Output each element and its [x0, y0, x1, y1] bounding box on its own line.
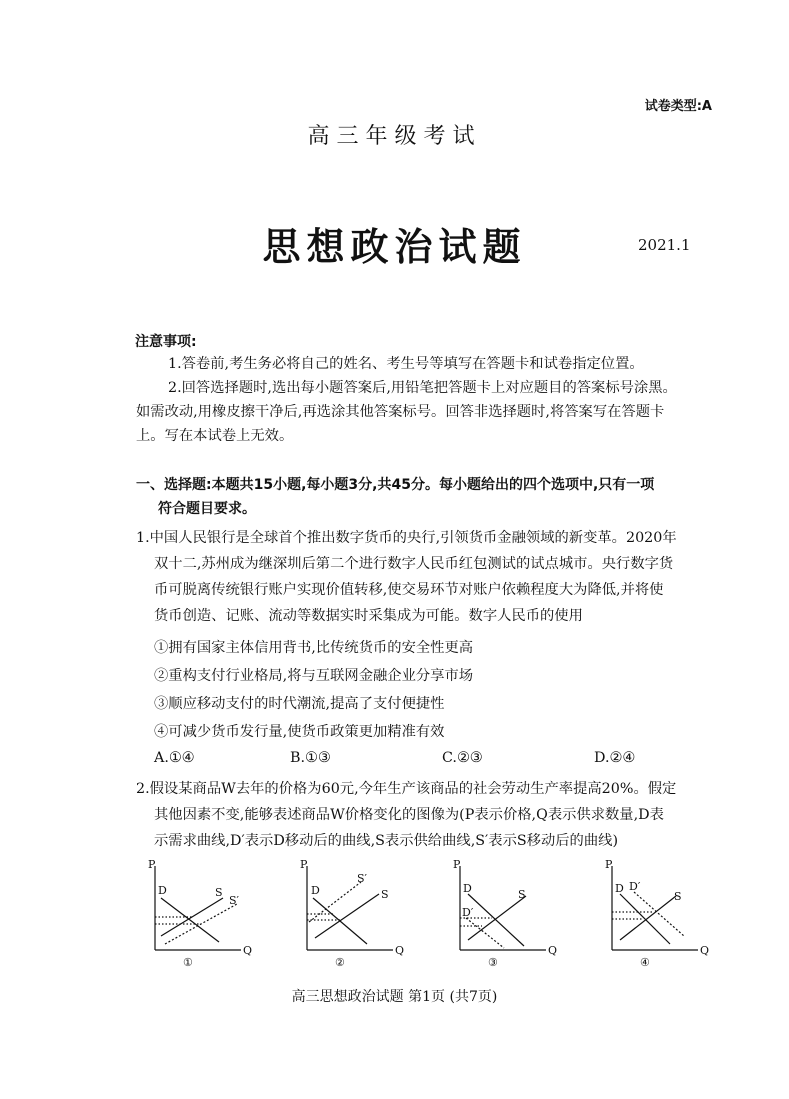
q1-statement: ②重构支付行业格局,将与互联网金融企业分享市场 [154, 668, 474, 684]
q2-stem-line: 示需求曲线,D′表示D移动后的曲线,S表示供给曲线,S′表示S移动后的曲线) [154, 833, 619, 849]
p-axis-label: P [300, 858, 308, 871]
exam-date: 2021.1 [638, 236, 691, 254]
q-axis-label: Q [700, 944, 710, 957]
q1-option-d[interactable]: D.②④ [594, 750, 636, 766]
q2-stem-line: 2.假设某商品W去年的价格为60元,今年生产该商品的社会劳动生产率提高20%。假定 [136, 781, 677, 797]
q1-option-c[interactable]: C.②③ [442, 750, 483, 766]
demand-curve [161, 898, 219, 942]
p-axis-label: P [605, 858, 613, 871]
notes-line: 上。写在本试卷上无效。 [136, 428, 294, 444]
q1-statement: ①拥有国家主体信用背书,比传统货币的安全性更高 [154, 640, 474, 656]
section-heading-cont: 符合题目要求。 [158, 501, 256, 517]
d-label: D [463, 882, 472, 895]
shifted-label: S′ [229, 894, 240, 907]
notes-line: 1.答卷前,考生务必将自己的姓名、考生号等填写在答题卡和试卷指定位置。 [168, 356, 644, 372]
demand-curve [468, 894, 524, 946]
graph-4[interactable] [602, 858, 712, 968]
s-label: S [518, 888, 526, 901]
section-heading: 一、选择题:本题共15小题,每小题3分,共45分。每小题给出的四个选项中,只有一项 [136, 477, 655, 493]
q2-stem-line: 其他因素不变,能够表述商品W价格变化的图像为(P表示价格,Q表示供求数量,D表 [154, 807, 664, 823]
d-label: D [311, 884, 320, 897]
graph-number: ③ [488, 956, 498, 968]
s-label: S [381, 888, 389, 901]
notes-heading: 注意事项: [135, 334, 197, 350]
q1-stem-line: 1.中国人民银行是全球首个推出数字货币的央行,引领货币金融领域的新变革。2020年 [136, 530, 677, 546]
graph-2[interactable] [297, 858, 407, 968]
shifted-label: D′ [462, 906, 474, 919]
q1-stem-line: 币可脱离传统银行账户实现价值转移,使交易环节对账户依赖程度大为降低,并将使 [154, 582, 664, 598]
q-axis-label: Q [548, 944, 558, 957]
q-axis-label: Q [243, 944, 253, 957]
q1-stem-line: 双十二,苏州成为继深圳后第二个进行数字人民币红包测试的试点城市。央行数字货 [154, 556, 674, 572]
p-axis-label: P [453, 858, 461, 871]
d-label: D [615, 882, 624, 895]
s-label: S [215, 886, 223, 899]
s-label: S [674, 890, 682, 903]
exam-name: 高三年级考试 [307, 124, 482, 149]
notes-line: 如需改动,用橡皮擦干净后,再选涂其他答案标号。回答非选择题时,将答案写在答题卡 [136, 404, 665, 420]
q1-option-a[interactable]: A.①④ [154, 750, 195, 766]
graph-3[interactable] [450, 858, 560, 968]
graph-number: ④ [640, 956, 650, 968]
notes-line: 2.回答选择题时,选出每小题答案后,用铅笔把答题卡上对应题目的答案标号涂黑。 [168, 380, 677, 396]
graph-1[interactable] [145, 858, 255, 968]
shifted-label: S′ [357, 872, 368, 885]
q1-stem-line: 货币创造、记账、流动等数据实时采集成为可能。数字人民币的使用 [154, 608, 583, 624]
q-axis-label: Q [395, 944, 405, 957]
graph-number: ② [335, 956, 345, 968]
page-footer: 高三思想政治试题 第1页 (共7页) [291, 989, 498, 1005]
q1-statement: ③顺应移动支付的时代潮流,提高了支付便捷性 [154, 696, 445, 712]
q1-option-b[interactable]: B.①③ [290, 750, 331, 766]
paper-type-label: 试卷类型:A [644, 99, 712, 114]
shifted-label: D′ [629, 880, 641, 893]
q1-statement: ④可减少货币发行量,使货币政策更加精准有效 [154, 724, 445, 740]
graph-number: ① [183, 956, 193, 968]
page-title: 思想政治试题 [262, 224, 527, 269]
supply-curve [315, 894, 379, 938]
d-label: D [158, 884, 167, 897]
p-axis-label: P [148, 858, 156, 871]
